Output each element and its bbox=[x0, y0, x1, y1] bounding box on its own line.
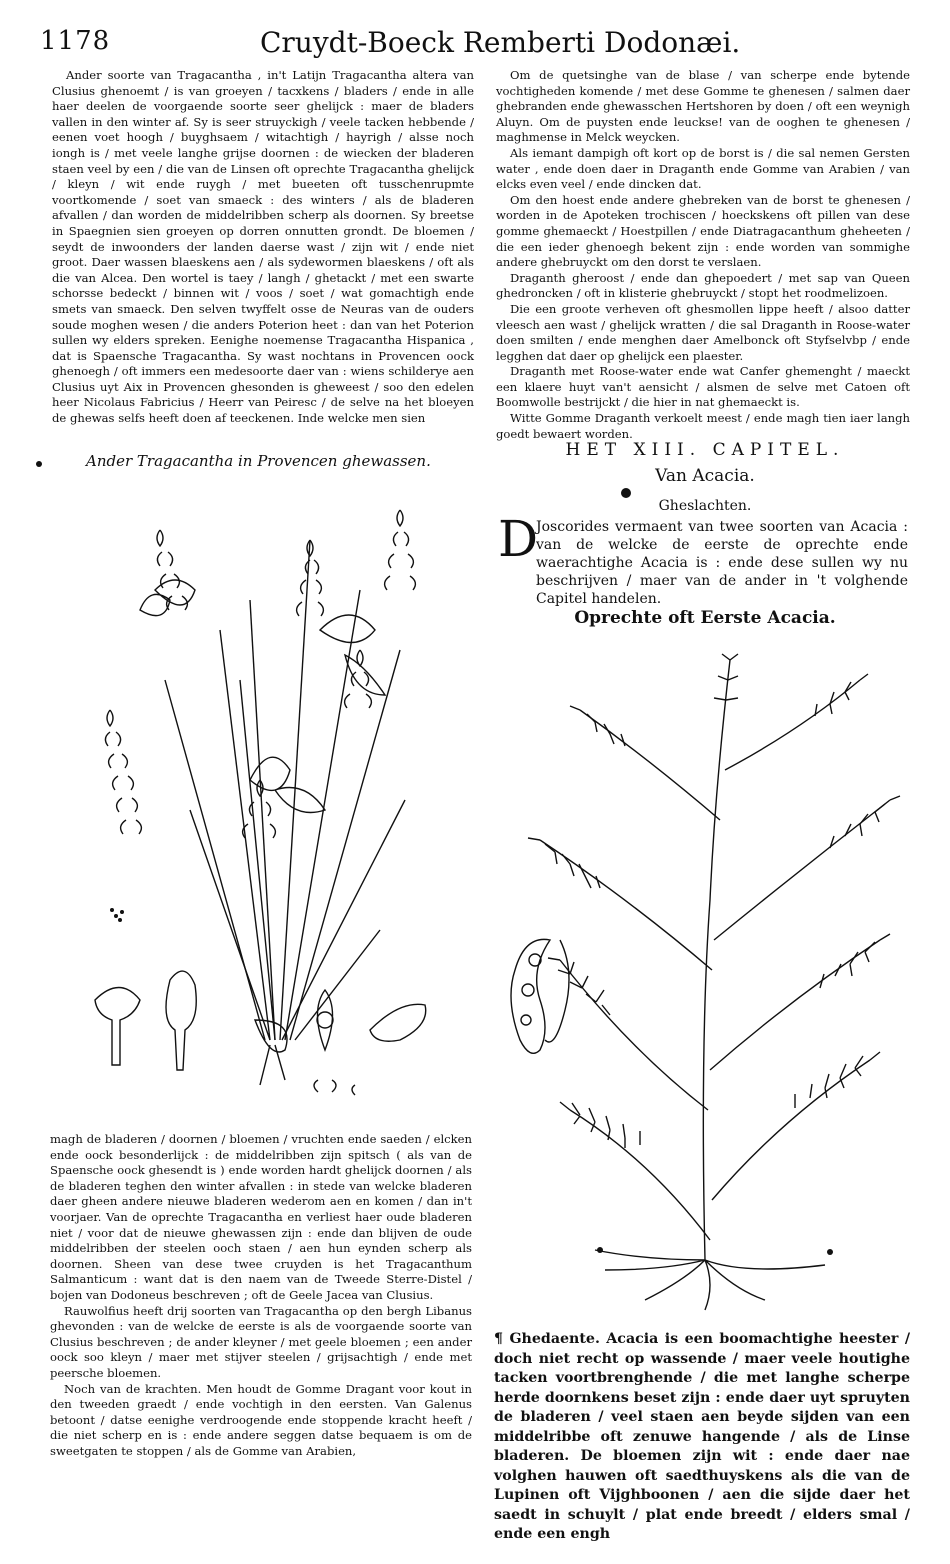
drop-cap: D bbox=[498, 510, 539, 568]
left-top-text bbox=[52, 68, 474, 427]
left-bottom-text bbox=[50, 1132, 472, 1459]
paragraph: Die een groote verheven oft ghesmollen lippe heeft / alsoo datter vleesch aen wast / ghelijck wratten / die sal Draganth in Roose-water doen smilten / ende menghen daer Amelbonck oft Styfselvbp / ende legghen dat daer op ghelijck een plaester. bbox=[496, 301, 910, 363]
acacia-illustration bbox=[500, 640, 920, 1320]
intro-text: Joscorides vermaent van twee soorten van Acacia : van de welcke de eerste de oprechte ende waerachtighe Acacia is : ende dese sullen wy nu beschrijven / maer van de ander in 't volghende Capitel handelen. bbox=[536, 519, 908, 607]
paragraph: Rauwolfius heeft drij soorten van Tragacantha op den bergh Libanus ghevonden : van de welcke de eerste is als de voorgaende soorte van Clusius beschreven ; de ander kleyner / met geele bloemen ; een ander oock soo kleyn / maer met stijver steelen / grijsachtigh / ende met peersche bloemen. bbox=[50, 1303, 472, 1380]
paragraph: magh de bladeren / doornen / bloemen / vruchten ende saeden / elcken ende oock besonderlijck : de middelribben zijn spitsch ( als van de Spaensche oock ghesendt is ) ende worden hardt ghelijck doornen / als de bladeren teghen den winter afvallen : in stede van welcke bladeren daer gheen andere nieuwe bladeren wederom aen en komen / dan in't voorjaer. Van de oprechte Tragacantha en verliest haer oude bladeren niet / voor dat de nieuwe ghewassen zijn : ende dan blijven de oude middelribben der steelen ooch staen / aen hun eynden scherp als doornen. Sheen van dese twee cruyden is het Tragacanthum Salmanticum : want dat is den naem van de Tweede Sterre-Distel / bojen van Dodoneus beschreven ; oft de Geele Jacea van Clusius. bbox=[50, 1132, 472, 1302]
figure-title: Oprechte oft Eerste Acacia. bbox=[574, 608, 836, 628]
bullet-mark bbox=[36, 461, 42, 467]
paragraph: Noch van de krachten. Men houdt de Gomme Dragant voor kout in den tweeden graedt / ende vochtigh in den eersten. Van Galenus betoont / datse eenighe verdroogende ende stoppende kracht heeft / die niet scherp en is : ende andere seggen datse bequaem is om de sweetgaten te stoppen / als de Gomme van Arabien, bbox=[50, 1381, 472, 1458]
chapter-heading: HET XIII. CAPITEL. bbox=[565, 440, 845, 460]
paragraph: Als iemant dampigh oft kort op de borst is / die sal nemen Gersten water , ende doen daer in Draganth ende Gomme van Arabien / van elcks even veel / ende dincken dat. bbox=[496, 145, 910, 192]
paragraph: Witte Gomme Draganth verkoelt meest / ende magh tien iaer langh goedt bewaert worden. bbox=[496, 411, 910, 441]
tragacantha-illustration bbox=[70, 480, 480, 1120]
figure-caption: Ander Tragacantha in Provencen ghewassen. bbox=[86, 452, 431, 470]
paragraph: Draganth met Roose-water ende wat Canfer ghemenght / maeckt een klaere huyt van't aensicht / alsmen de selve met Catoen oft Boomwolle bestrijckt / die hier in nat ghemaeckt is. bbox=[496, 364, 910, 410]
acacia-description: ¶ Ghedaente. Acacia is een boomachtighe heester / doch niet recht op wassende / maer veele houtighe tacken voortbrenghende / die met langhe scherpe herde doornkens beset zijn : ende daer uyt spruyten de bladeren / veel staen aen beyde sijden van een middelribbe oft zenuwe hangende / als de Linse bladeren. De bloemen zijn wit : ende daer nae volghen hauwen oft saedthuyskens als die van de Lupinen oft Vijghboonen / aen die sijde daer het saedt in schuylt / plat ende breedt / elders smal / ende een engh bbox=[494, 1331, 910, 1542]
paragraph: Draganth gheroost / ende dan ghepoedert / met sap van Queen ghedroncken / oft in klisterie ghebruyckt / stopt het roodmelizoen. bbox=[496, 270, 910, 301]
section-heading: Gheslachten. bbox=[658, 498, 752, 514]
running-title: Cruydt-Boeck Remberti Dodonæi. bbox=[260, 26, 741, 59]
paragraph: Ander soorte van Tragacantha , in't Latijn Tragacantha altera van Clusius ghenoemt / is van groeyen / tacxkens / bladers / ende in alle haer deelen de voorgaende soorte seer ghelijck : maer de bladers vallen in den winter af. Sy is seer struyckigh / veele tacken hebbende / eenen voet hoogh / buyghsaem / witachtigh / hayrigh / alsse noch iongh is / met veele langhe grijse doornen : de wiecken der bladeren staen veel by een / die van de Linsen oft oprechte Tragacantha ghelijck / kleyn / wit ende ruygh / met bueeten oft tusschenrupmte voortkomende / soet van smaeck : des winters / als de bladeren afvallen / dan worden de middelribben scherp als doornen. Sy breetse in Spaegnien sien groeyen op dorren onnutten grondt. De bloemen / seydt de inwoonders der landen daerse wast / zijn wit / ende niet groot. Daer wassen blaeskens aen / als sydewormen blaeskens / oft als die van Alcea. Den wortel is taey / langh / ghetackt / met een swarte schorsse bedeckt / binnen wit / voos / soet / wat gomachtigh ende smets van smaeck. Den selven twyffelt osse de Neuras van de ouders soude moghen wesen / die anders Poterion heet : dan van het Poterion sullen wy elders spreken. Eenighe noemense Tragacantha Hispanica , dat is Spaensche Tragacantha. Sy wast nochtans in Provencen oock ghenoegh / oft immers een medesoorte daer van : wiens schilderye aen Clusius uyt Aix in Provencen ghesonden is gheweest / soo den edelen heer Nicolaus Fabricius / Heerr van Peiresc / de selve na het bloeyen de ghewas selfs heeft doen af teeckenen. Inde welcke men sien bbox=[52, 68, 474, 426]
paragraph: Om den hoest ende andere ghebreken van de borst te ghenesen / worden in de Apoteken trochiscen / hoeckskens oft pillen van dese gomme ghemaeckt / Hoestpillen / ende Diatragacanthum gheheeten / die een ieder ghenoegh bekent zijn : ende worden van sommighe andere ghebruyckt om den dorst te verslaen. bbox=[496, 192, 910, 270]
page-number: 1178 bbox=[40, 26, 111, 56]
bullet-mark bbox=[621, 488, 631, 498]
chapter-subject: Van Acacia. bbox=[655, 466, 755, 486]
right-top-text bbox=[496, 68, 910, 442]
paragraph: Om de quetsinghe van de blase / van scherpe ende bytende vochtigheden komende / met dese Gomme te ghenesen / salmen daer ghebranden ende ghewasschen Hertshoren by doen / oft een weynigh Aluyn. Om de puysten ende leuckse! van de ooghen te ghenesen / maghmense in Melck weycken. bbox=[496, 68, 910, 145]
